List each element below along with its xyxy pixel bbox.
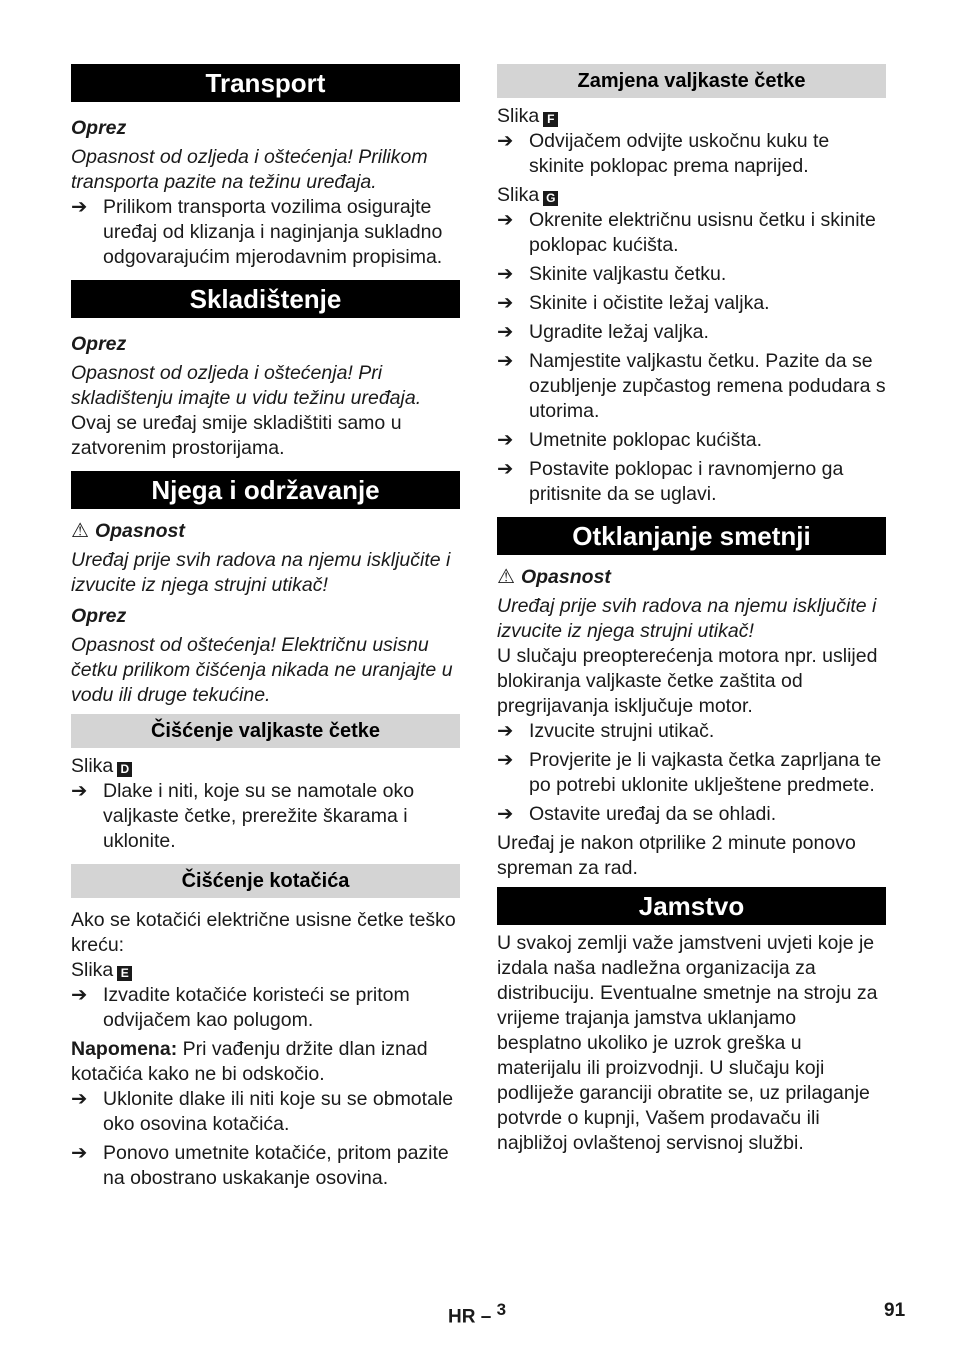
- list-item: ➔ Uklonite dlake ili niti koje su se obmotale oko osovina kotačića.: [71, 1088, 454, 1135]
- footer-language: HR – $^3$: [448, 1300, 507, 1328]
- napomena: Napomena: Pri vađenju držite dlan iznad kotačića kako ne bi odskočio.: [71, 1038, 428, 1085]
- arrow-icon: ➔: [497, 263, 514, 285]
- slika-ref: Slika G: [497, 183, 886, 208]
- heading-zamjena: Zamjena valjkaste četke: [497, 64, 886, 98]
- arrow-icon: ➔: [497, 350, 514, 372]
- arrow-icon: ➔: [497, 458, 514, 480]
- figure-g-badge: G: [543, 191, 558, 206]
- heading-transport: Transport: [71, 64, 460, 102]
- list-item: ➔ Provjerite je li vajkasta četka zaprljana te po potrebi uklonite uklještene predmete.: [497, 749, 882, 796]
- opasnost-label: ⚠ Opasnost: [71, 520, 185, 542]
- arrow-icon: ➔: [497, 130, 514, 152]
- otklanjanje-after: Uređaj je nakon otprilike 2 minute ponovo spreman za rad.: [497, 832, 856, 879]
- arrow-icon: ➔: [497, 429, 514, 451]
- njega-opasnost-text: Uređaj prije svih radova na njemu isključite i izvucite iz njega strujni utikač!: [71, 549, 451, 596]
- list-item: ➔ Umetnite poklopac kućišta.: [497, 429, 763, 451]
- slika-ref: Slika E: [71, 958, 460, 983]
- njega-oprez-text: Opasnost od oštećenja! Električnu usisnu četku prilikom čišćenja nikada ne uranjajte u vodu ili druge tekućine.: [71, 634, 453, 706]
- slika-ref: Slika D: [71, 754, 460, 779]
- footer-subpage: 3: [496, 1300, 507, 1319]
- heading-njega: Njega i održavanje: [71, 471, 460, 509]
- heading-ciscenje-cetke: Čišćenje valjkaste četke: [71, 714, 460, 748]
- transport-warning: Opasnost od ozljeda i oštećenja! Prilikom transporta pazite na težinu uređaja.: [71, 146, 428, 193]
- page-number: 91: [884, 1300, 906, 1321]
- figure-f-badge: F: [543, 112, 558, 127]
- jamstvo-text: U svakoj zemlji važe jamstveni uvjeti koje je izdala naša nadležna organizacija za distribuciju. Eventualne smetnje na stroju za vrijeme trajanja jamstva uklanjamo besplatno ukoliko je uzrok greška u materijalu ili proizvodnji. U slučaju koji podliježe garanciji obratite se, uz prilaganje potvrde o kupnji, Vašem prodavaču ili najbližoj ovlaštenoj servisnoj službi.: [497, 932, 878, 1154]
- arrow-icon: ➔: [497, 720, 514, 742]
- list-item: ➔ Odvijačem odvijte uskočnu kuku te skinite poklopac prema naprijed.: [497, 130, 830, 177]
- list-item: ➔ Ponovo umetnite kotačiće, pritom pazite na obostrano uskakanje osovina.: [71, 1142, 449, 1189]
- kotacici-intro: Ako se kotačići električne usisne četke teško kreću:: [71, 909, 456, 956]
- arrow-icon: ➔: [497, 749, 514, 771]
- list-item: ➔ Prilikom transporta vozilima osigurajte uređaj od klizanja i naginjanja sukladno odgovarajućim mjerodavnim propisima.: [71, 196, 443, 268]
- figure-e-badge: E: [117, 966, 132, 981]
- arrow-icon: ➔: [71, 984, 88, 1006]
- arrow-icon: ➔: [497, 292, 514, 314]
- heading-jamstvo: Jamstvo: [497, 887, 886, 925]
- list-item: ➔ Izvucite strujni utikač.: [497, 720, 715, 742]
- right-column: [497, 64, 886, 1156]
- figure-d-badge: D: [117, 762, 132, 777]
- left-column: [71, 64, 460, 1191]
- heading-ciscenje-kotacica: Čišćenje kotačića: [71, 864, 460, 898]
- list-item: ➔ Dlake i niti, koje su se namotale oko valjkaste četke, prerežite škarama i uklonite.: [71, 780, 415, 852]
- skladistenje-text: Ovaj se uređaj smije skladištiti samo u zatvorenim prostorijama.: [71, 412, 402, 459]
- heading-otklanjanje: Otklanjanje smetnji: [497, 517, 886, 555]
- list-item: ➔ Namjestite valjkastu četku. Pazite da se ozubljenje zupčastog remena podudara s utorima.: [497, 350, 886, 422]
- oprez-label: Oprez: [71, 605, 127, 627]
- list-item: ➔ Skinite valjkastu četku.: [497, 263, 727, 285]
- arrow-icon: ➔: [497, 803, 514, 825]
- opasnost-label: ⚠ Opasnost: [497, 566, 611, 588]
- arrow-icon: ➔: [71, 780, 88, 802]
- oprez-label: Oprez: [71, 117, 127, 139]
- warning-triangle-icon: ⚠: [71, 520, 89, 542]
- otklanjanje-text: U slučaju preopterećenja motora npr. uslijed blokiranja valjkaste četke zaštita od pregrijavanja isključuje motor.: [497, 645, 878, 717]
- list-item: ➔ Izvadite kotačiće koristeći se pritom odvijačem kao polugom.: [71, 984, 410, 1031]
- arrow-icon: ➔: [71, 196, 88, 218]
- arrow-icon: ➔: [497, 321, 514, 343]
- slika-ref: Slika F: [497, 104, 886, 129]
- warning-triangle-icon: ⚠: [497, 566, 515, 588]
- list-item: ➔ Skinite i očistite ležaj valjka.: [497, 292, 770, 314]
- list-item: ➔ Ostavite uređaj da se ohladi.: [497, 803, 777, 825]
- list-item: ➔ Postavite poklopac i ravnomjerno ga pritisnite da se uglavi.: [497, 458, 844, 505]
- arrow-icon: ➔: [71, 1088, 88, 1110]
- list-item: ➔ Ugradite ležaj valjka.: [497, 321, 709, 343]
- arrow-icon: ➔: [71, 1142, 88, 1164]
- heading-skladistenje: Skladištenje: [71, 280, 460, 318]
- list-item: ➔ Okrenite električnu usisnu četku i skinite poklopac kućišta.: [497, 209, 876, 256]
- otklanjanje-opasnost-text: Uređaj prije svih radova na njemu isključite i izvucite iz njega strujni utikač!: [497, 595, 877, 642]
- oprez-label: Oprez: [71, 333, 127, 355]
- arrow-icon: ➔: [497, 209, 514, 231]
- skladistenje-warning: Opasnost od ozljeda i oštećenja! Pri skladištenju imajte u vidu težinu uređaja.: [71, 362, 422, 409]
